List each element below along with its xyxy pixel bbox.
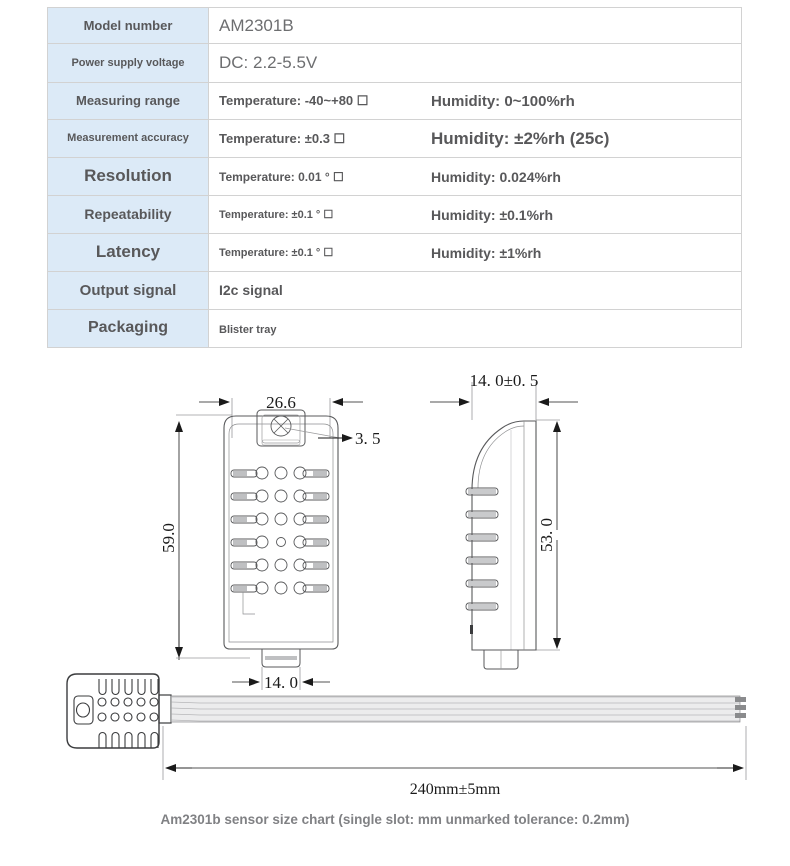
table-row bbox=[48, 44, 742, 83]
front-view-height-dimension: 59.0 bbox=[159, 523, 178, 553]
spec-table-body bbox=[48, 8, 742, 348]
value-pair bbox=[219, 245, 741, 261]
table-row bbox=[48, 310, 742, 348]
repeatability-humidity: Humidity: ±0.1%rh bbox=[431, 206, 554, 223]
spec-value-latency bbox=[209, 234, 742, 272]
model-number-value: AM2301B bbox=[219, 15, 294, 35]
value-pair bbox=[219, 129, 741, 149]
spec-label-latency: Latency bbox=[48, 234, 209, 272]
spec-value-power-supply-voltage bbox=[209, 44, 742, 83]
resolution-humidity: Humidity: 0.024%rh bbox=[431, 168, 561, 185]
table-row bbox=[48, 8, 742, 44]
resolution-temperature: Temperature: 0.01 ° ☐ bbox=[219, 169, 344, 184]
table-row bbox=[48, 83, 742, 120]
front-view-base-width-dimension: 14. 0 bbox=[264, 673, 298, 692]
side-view-width-dimension: 14. 0±0. 5 bbox=[469, 371, 539, 390]
table-row bbox=[48, 196, 742, 234]
measuring-range-temperature: Temperature: -40~+80 ☐ bbox=[219, 93, 369, 108]
spec-label-resolution: Resolution bbox=[48, 158, 209, 196]
spec-value-measurement-accuracy bbox=[209, 120, 742, 158]
measuring-range-humidity: Humidity: 0~100%rh bbox=[431, 92, 575, 110]
cable-length-dimension: 240mm±5mm bbox=[409, 781, 501, 798]
spec-value-repeatability bbox=[209, 196, 742, 234]
table-row bbox=[48, 234, 742, 272]
specification-table bbox=[47, 7, 742, 348]
spec-value-output-signal bbox=[209, 272, 742, 310]
table-row bbox=[48, 158, 742, 196]
measurement-accuracy-humidity: Humidity: ±2%rh (25c) bbox=[431, 128, 610, 148]
spec-label-measurement-accuracy: Measurement accuracy bbox=[48, 120, 209, 158]
spec-value-measuring-range bbox=[209, 83, 742, 120]
spec-value-resolution bbox=[209, 158, 742, 196]
repeatability-temperature: Temperature: ±0.1 ° ☐ bbox=[219, 209, 334, 221]
table-row bbox=[48, 120, 742, 158]
packaging-value: Blister tray bbox=[219, 323, 277, 336]
value-pair bbox=[219, 93, 741, 110]
side-view-height-dimension: 53. 0 bbox=[537, 518, 556, 552]
latency-humidity: Humidity: ±1%rh bbox=[431, 244, 542, 261]
dimension-drawing-svg bbox=[0, 360, 790, 866]
drawing-caption: Am2301b sensor size chart (single slot: mm unmarked tolerance: 0.2mm) bbox=[160, 812, 630, 827]
output-signal-value: I2c signal bbox=[219, 281, 283, 298]
spec-label-packaging: Packaging bbox=[48, 310, 209, 348]
value-pair bbox=[219, 169, 741, 185]
latency-temperature: Temperature: ±0.1 ° ☐ bbox=[219, 247, 334, 259]
technical-drawing bbox=[0, 360, 790, 866]
cable-view bbox=[67, 674, 746, 780]
spec-label-output-signal: Output signal bbox=[48, 272, 209, 310]
spec-label-model-number: Model number bbox=[48, 8, 209, 44]
spec-value-packaging bbox=[209, 310, 742, 348]
spec-label-power-supply-voltage: Power supply voltage bbox=[48, 44, 209, 83]
spec-label-measuring-range: Measuring range bbox=[48, 83, 209, 120]
spec-label-repeatability: Repeatability bbox=[48, 196, 209, 234]
front-view-width-dimension: 26.6 bbox=[266, 393, 296, 412]
measurement-accuracy-temperature: Temperature: ±0.3 ☐ bbox=[219, 130, 346, 146]
front-view bbox=[176, 398, 363, 690]
value-pair bbox=[219, 207, 741, 223]
spec-value-model-number bbox=[209, 8, 742, 44]
table-row bbox=[48, 272, 742, 310]
front-view-callout-dimension: 3. 5 bbox=[355, 429, 381, 448]
power-supply-voltage-value: DC: 2.2-5.5V bbox=[219, 53, 318, 72]
